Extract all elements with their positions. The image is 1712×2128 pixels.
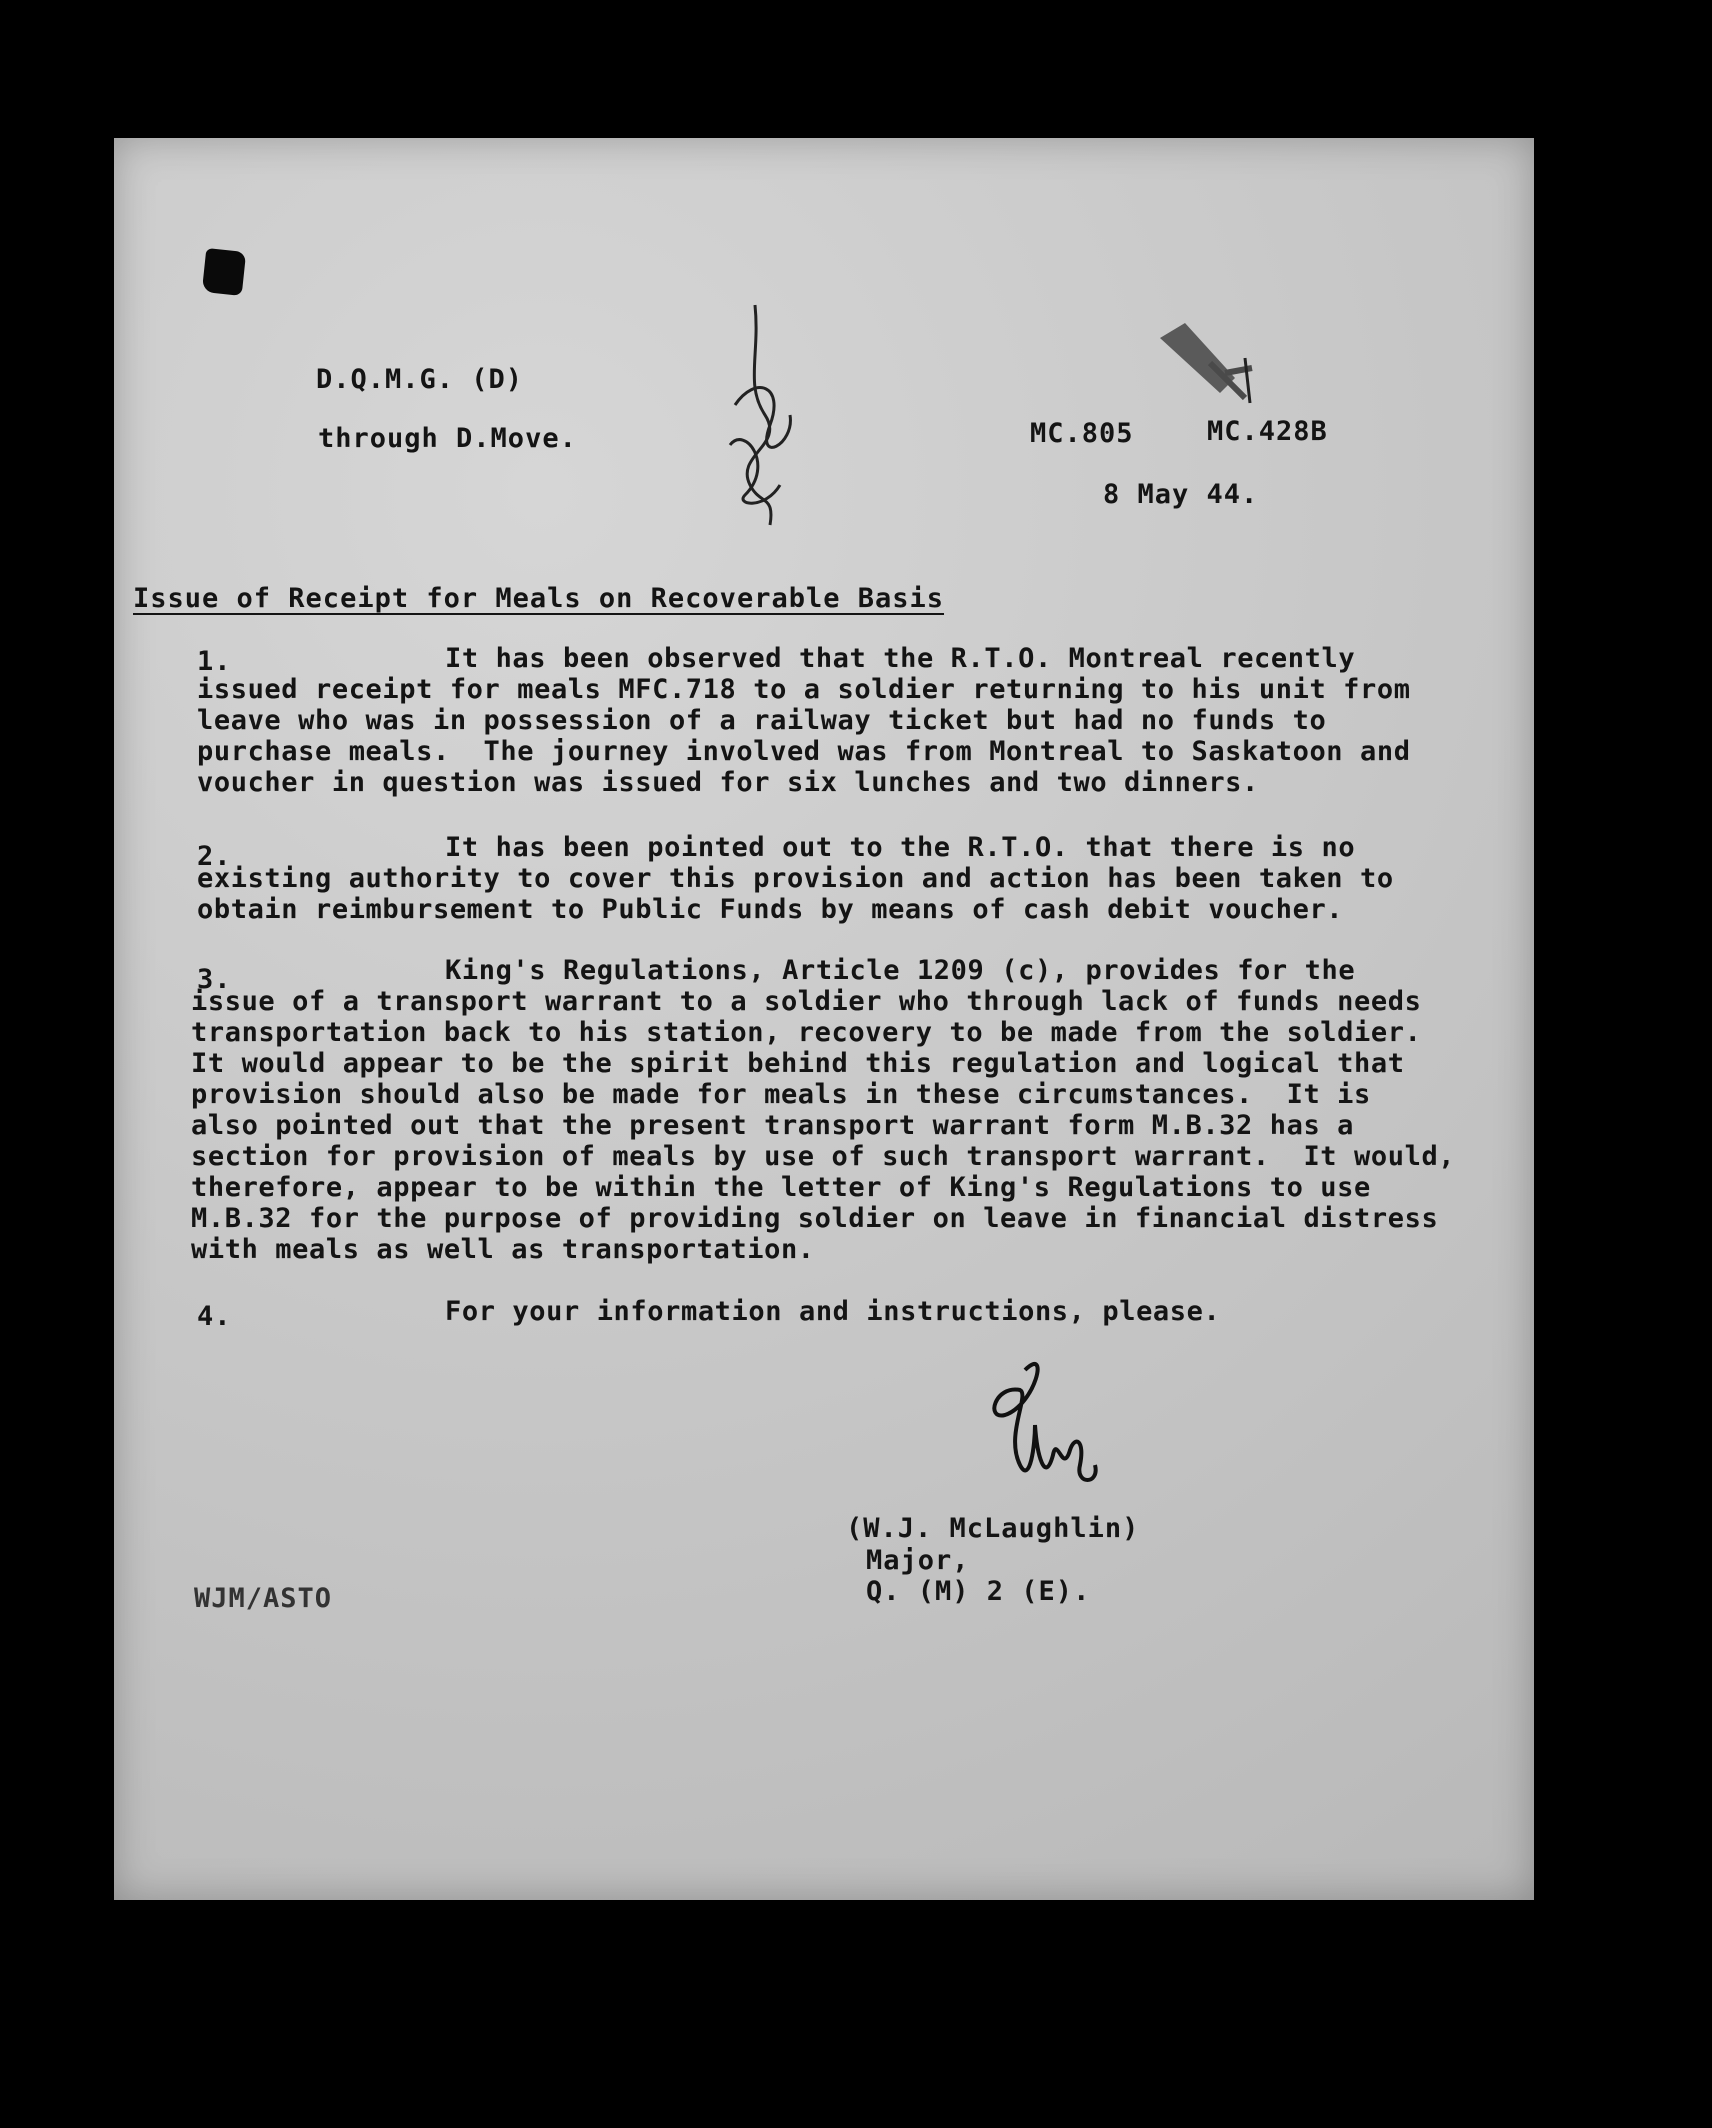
signatory-name: (W.J. McLaughlin) xyxy=(846,1513,1140,1544)
signatory-appointment: Q. (M) 2 (E). xyxy=(866,1576,1091,1607)
paragraph-line: It has been pointed out to the R.T.O. that there is no xyxy=(445,832,1356,863)
paragraph-line: purchase meals. The journey involved was from Montreal to Saskatoon and xyxy=(197,736,1411,767)
punch-hole xyxy=(202,248,246,296)
paragraph-line: existing authority to cover this provision and action has been taken to xyxy=(197,863,1394,894)
file-reference-1: MC.805 xyxy=(1030,418,1134,449)
paragraph-line: For your information and instructions, please. xyxy=(445,1296,1221,1327)
signatory-rank: Major, xyxy=(866,1545,970,1576)
paragraph-line: King's Regulations, Article 1209 (c), provides for the xyxy=(445,955,1356,986)
paragraph-line: voucher in question was issued for six lunches and two dinners. xyxy=(197,767,1259,798)
paragraph-line: with meals as well as transportation. xyxy=(191,1234,815,1265)
paragraph-line: issued receipt for meals MFC.718 to a soldier returning to his unit from xyxy=(197,674,1411,705)
file-reference-2: MC.428B xyxy=(1207,416,1328,447)
paragraph-line: M.B.32 for the purpose of providing soldier on leave in financial distress xyxy=(191,1203,1439,1234)
handwritten-initials xyxy=(715,295,815,535)
paragraph-line: leave who was in possession of a railway ticket but had no funds to xyxy=(197,705,1327,736)
paragraph-line: issue of a transport warrant to a soldier who through lack of funds needs xyxy=(191,986,1422,1017)
broad-arrow-stamp xyxy=(1150,318,1260,418)
paragraph-line: provision should also be made for meals in these circumstances. It is xyxy=(191,1079,1371,1110)
handwritten-signature xyxy=(975,1345,1115,1515)
paragraph-number: 2. xyxy=(197,841,232,872)
paragraph-line: obtain reimbursement to Public Funds by means of cash debit voucher. xyxy=(197,894,1344,925)
paragraph-number: 4. xyxy=(197,1301,232,1332)
reference-initials: WJM/ASTO xyxy=(194,1583,333,1614)
paragraph-line: It would appear to be the spirit behind this regulation and logical that xyxy=(191,1048,1405,1079)
paragraph-line: therefore, appear to be within the letter of King's Regulations to use xyxy=(191,1172,1371,1203)
paragraph-line: It has been observed that the R.T.O. Montreal recently xyxy=(445,643,1356,674)
paragraph-line: transportation back to his station, recovery to be made from the soldier. xyxy=(191,1017,1422,1048)
paragraph-line: section for provision of meals by use of such transport warrant. It would, xyxy=(191,1141,1456,1172)
routing-line: through D.Move. xyxy=(318,423,577,454)
letter-date: 8 May 44. xyxy=(1103,479,1259,510)
addressee: D.Q.M.G. (D) xyxy=(316,364,524,395)
subject-heading: Issue of Receipt for Meals on Recoverable Basis xyxy=(133,583,945,614)
paragraph-number: 3. xyxy=(197,964,232,995)
paragraph-line: also pointed out that the present transport warrant form M.B.32 has a xyxy=(191,1110,1355,1141)
paragraph-number: 1. xyxy=(197,646,232,677)
